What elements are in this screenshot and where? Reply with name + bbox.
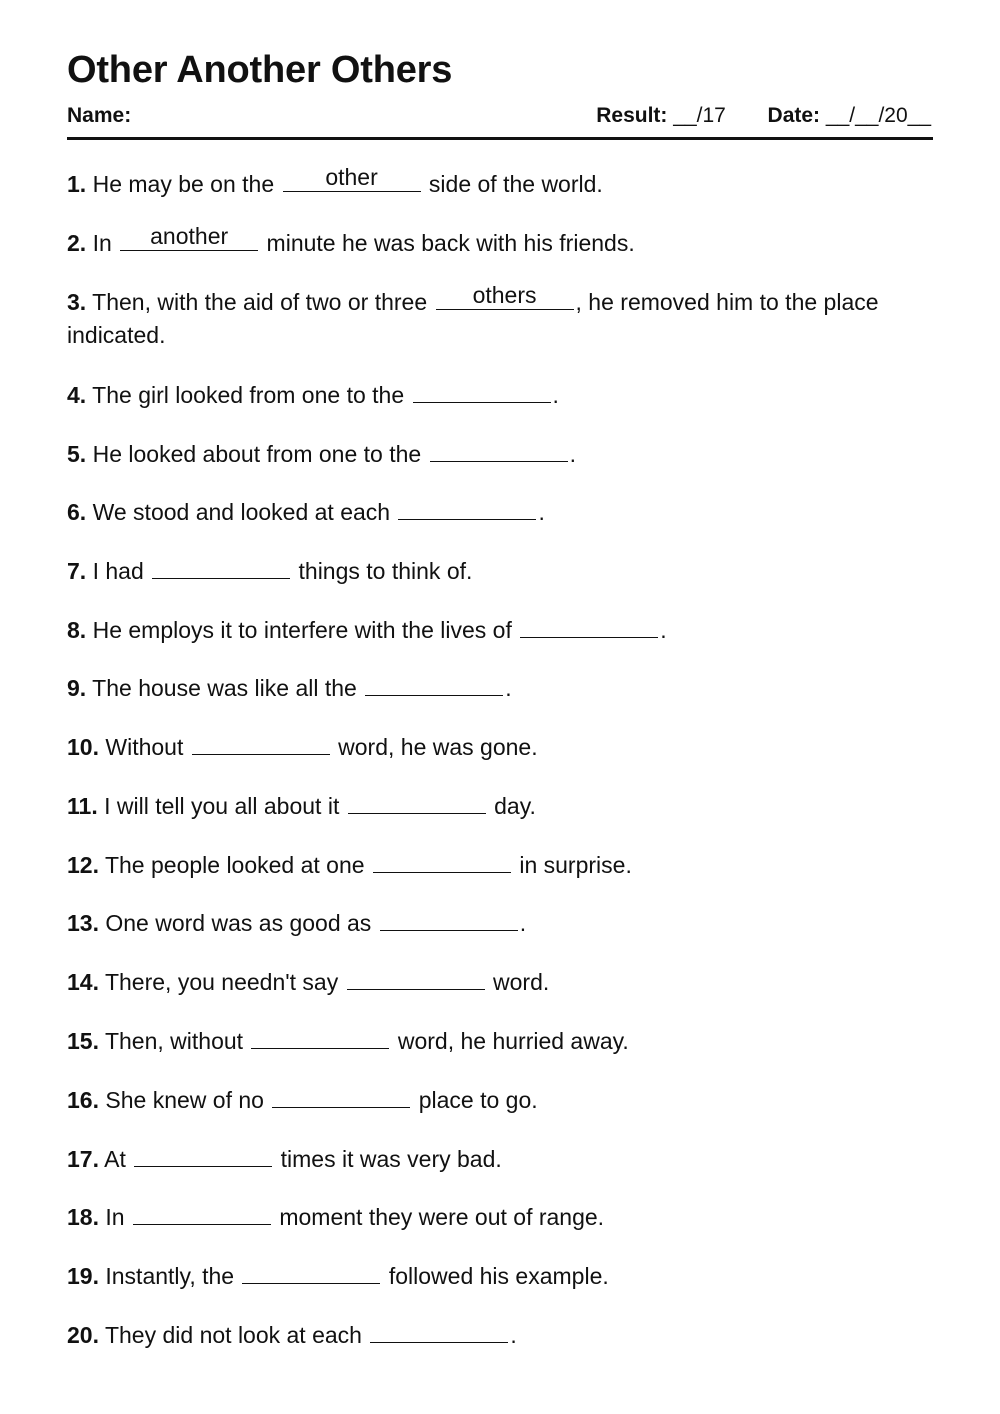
question-item <box>67 1143 897 1176</box>
question-item <box>67 731 897 764</box>
date-label: Date: <box>767 104 821 127</box>
question-item <box>67 672 897 705</box>
answer-text: other <box>325 164 378 190</box>
question-text-before: The people looked at one <box>104 852 365 878</box>
question-text-before: At <box>104 1146 126 1172</box>
question-item <box>67 614 897 647</box>
question-text-after: . <box>569 441 576 467</box>
answer-blank[interactable] <box>348 791 486 814</box>
question-text-before: The girl looked from one to the <box>92 382 405 408</box>
question-number: 7. <box>67 558 87 584</box>
answer-blank[interactable] <box>430 439 568 462</box>
question-number: 9. <box>67 675 87 701</box>
question-item <box>67 1260 897 1293</box>
header-meta-row <box>67 102 933 130</box>
question-text-after: . <box>510 1322 517 1348</box>
answer-blank[interactable] <box>283 164 421 192</box>
question-text-before: One word was as good as <box>105 910 372 936</box>
question-text-after: . <box>660 617 667 643</box>
date-value: __/__/20__ <box>825 104 931 127</box>
question-item <box>67 790 897 823</box>
question-number: 3. <box>67 289 87 315</box>
question-item <box>67 438 897 471</box>
answer-blank[interactable] <box>413 380 551 403</box>
result-label: Result: <box>596 104 668 127</box>
question-text-after: day. <box>494 793 536 819</box>
answer-blank[interactable] <box>436 282 574 310</box>
question-number: 20. <box>67 1322 99 1348</box>
question-item <box>67 555 897 588</box>
question-item <box>67 1319 897 1352</box>
question-text-before: I had <box>92 558 144 584</box>
question-text-before: We stood and looked at each <box>92 499 391 525</box>
header-divider <box>67 137 933 140</box>
question-text-before: He looked about from one to the <box>92 441 422 467</box>
question-item <box>67 223 897 260</box>
question-number: 6. <box>67 499 87 525</box>
answer-blank[interactable] <box>152 556 290 579</box>
answer-blank[interactable] <box>398 497 536 520</box>
question-item <box>67 1084 897 1117</box>
answer-blank[interactable] <box>133 1202 271 1225</box>
question-text-before: They did not look at each <box>104 1322 362 1348</box>
question-text-after: side of the world. <box>428 171 603 197</box>
question-text-after: things to think of. <box>298 558 473 584</box>
question-item <box>67 1201 897 1234</box>
answer-blank[interactable] <box>365 673 503 696</box>
question-number: 19. <box>67 1263 99 1289</box>
question-number: 5. <box>67 441 87 467</box>
question-text-before: In <box>105 1204 125 1230</box>
answer-blank[interactable] <box>251 1026 389 1049</box>
question-text-after: word, he was gone. <box>338 734 538 760</box>
question-text-after: times it was very bad. <box>280 1146 502 1172</box>
question-text-after: in surprise. <box>519 852 632 878</box>
result-date-group <box>596 102 931 130</box>
question-number: 4. <box>67 382 87 408</box>
question-text-before: Without <box>105 734 184 760</box>
answer-blank[interactable] <box>272 1085 410 1108</box>
result-value: __/17 <box>673 104 726 127</box>
question-number: 1. <box>67 171 87 197</box>
answer-blank[interactable] <box>134 1144 272 1167</box>
question-text-before: He employs it to interfere with the lives of <box>92 617 512 643</box>
question-text-after: word. <box>493 969 550 995</box>
question-number: 10. <box>67 734 99 760</box>
question-text-before: The house was like all the <box>92 675 357 701</box>
question-number: 15. <box>67 1028 99 1054</box>
question-item <box>67 849 897 882</box>
question-text-after: . <box>552 382 559 408</box>
question-text-before: In <box>92 230 112 256</box>
question-text-after: . <box>505 675 512 701</box>
question-item <box>67 164 897 201</box>
question-item <box>67 1025 897 1058</box>
question-item <box>67 907 897 940</box>
question-text-before: There, you needn't say <box>104 969 339 995</box>
question-number: 14. <box>67 969 99 995</box>
answer-blank[interactable] <box>242 1261 380 1284</box>
answer-blank[interactable] <box>520 615 658 638</box>
question-text-after: . <box>519 910 527 936</box>
question-text-after: word, he hurried away. <box>397 1028 629 1054</box>
question-text-after: place to go. <box>418 1087 538 1113</box>
question-number: 8. <box>67 617 87 643</box>
answer-text: others <box>472 282 537 308</box>
question-number: 2. <box>67 230 87 256</box>
question-text-before: Then, without <box>104 1028 244 1054</box>
question-number: 13. <box>67 910 99 936</box>
answer-blank[interactable] <box>370 1320 508 1343</box>
question-text-before: Instantly, the <box>105 1263 235 1289</box>
answer-blank[interactable] <box>347 967 485 990</box>
answer-blank[interactable] <box>380 908 518 931</box>
question-text-after: followed his example. <box>388 1263 609 1289</box>
answer-blank[interactable] <box>192 732 330 755</box>
question-item <box>67 379 897 412</box>
question-item <box>67 496 897 529</box>
name-label: Name: <box>67 104 132 127</box>
question-number: 11. <box>67 793 98 819</box>
answer-blank[interactable] <box>120 223 258 251</box>
question-number: 18. <box>67 1204 99 1230</box>
question-item <box>67 966 897 999</box>
question-item <box>67 282 897 352</box>
question-text-before: He may be on the <box>92 171 275 197</box>
question-text-before: I will tell you all about it <box>104 793 340 819</box>
answer-text: another <box>150 223 229 249</box>
question-text-after: , he removed him to the place indicated. <box>67 289 879 348</box>
question-number: 17. <box>67 1146 99 1172</box>
question-text-after: minute he was back with his friends. <box>266 230 635 256</box>
worksheet-title: Other Another Others <box>67 49 453 91</box>
question-text-before: Then, with the aid of two or three <box>92 289 428 315</box>
question-number: 16. <box>67 1087 99 1113</box>
question-text-after: moment they were out of range. <box>279 1204 605 1230</box>
question-number: 12. <box>67 852 99 878</box>
answer-blank[interactable] <box>373 850 511 873</box>
question-text-before: She knew of no <box>105 1087 264 1113</box>
question-text-after: . <box>538 499 545 525</box>
